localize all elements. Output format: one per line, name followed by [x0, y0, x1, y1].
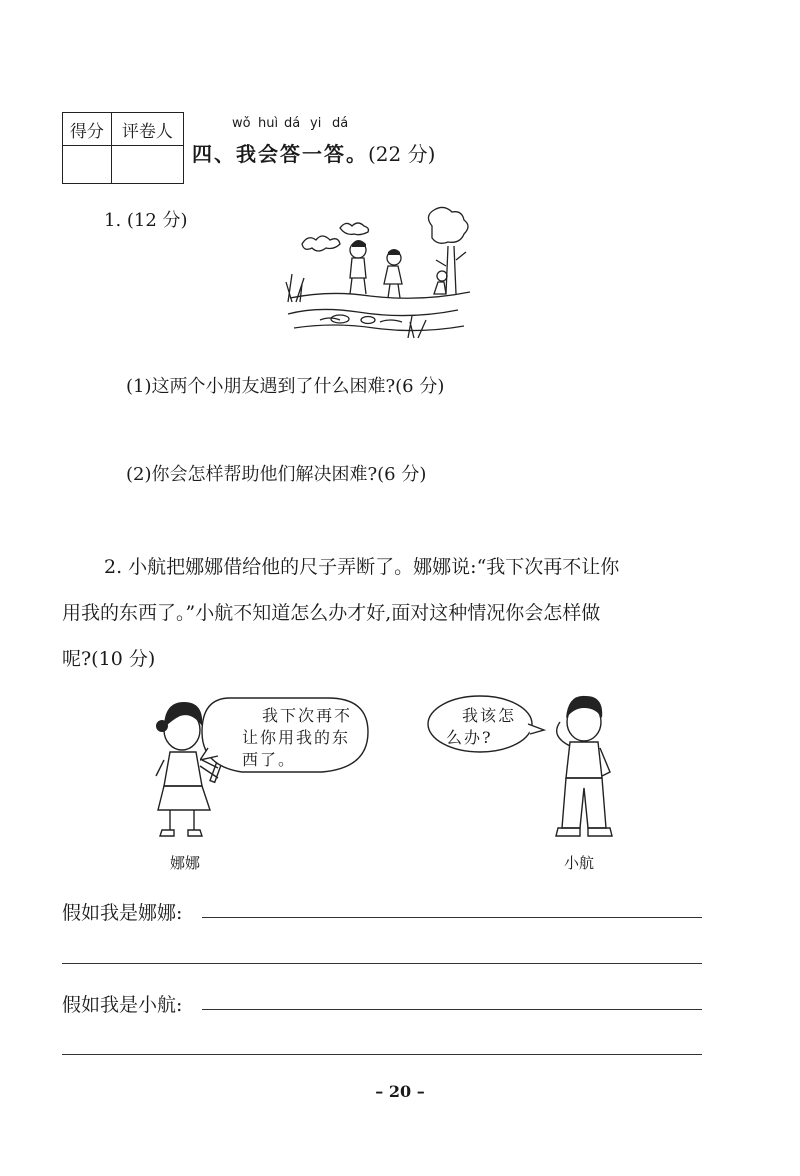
score-header: 得分 [63, 113, 112, 146]
pinyin-5: dá [332, 116, 349, 131]
q1-sub2: (2)你会怎样帮助他们解决困难?(6 分) [126, 464, 427, 485]
answer-line-xiaohang-2[interactable] [62, 1054, 702, 1055]
q2-line3: 呢?(10 分) [62, 648, 156, 670]
pinyin-row [192, 114, 435, 132]
q1-label: 1. (12 分) [104, 210, 188, 231]
nana-name: 娜娜 [170, 854, 201, 872]
pinyin-2: huì [258, 116, 279, 131]
q2-line1: 2. 小航把娜娜借给他的尺子弄断了。娜娜说:“我下次再不让你 [104, 556, 620, 578]
answer-line-nana-1[interactable] [202, 917, 702, 918]
pinyin-1: wǒ [232, 116, 251, 131]
xiaohang-bubble-line2: 么办? [446, 728, 493, 747]
answer-label-nana: 假如我是娜娜: [62, 902, 183, 924]
pinyin-3: dá [284, 116, 301, 131]
pinyin-4: yi [310, 116, 322, 131]
grader-header: 评卷人 [111, 113, 183, 146]
section-points: (22 分) [368, 142, 436, 166]
section-title [192, 114, 435, 167]
answer-line-xiaohang-1[interactable] [202, 1009, 702, 1010]
xiaohang-bubble-line1: 我该怎 [462, 706, 517, 725]
answer-line-nana-2[interactable] [62, 963, 702, 964]
section-heading: 四、我会答一答。 [192, 142, 368, 166]
stream-illustration [280, 206, 480, 346]
xiaohang-name: 小航 [564, 854, 595, 872]
score-table [62, 112, 184, 184]
q2-line2: 用我的东西了。”小航不知道怎么办才好,面对这种情况你会怎样做 [62, 602, 601, 624]
page-number: – 20 – [375, 1082, 425, 1101]
answer-label-xiaohang: 假如我是小航: [62, 994, 183, 1016]
grader-cell[interactable] [111, 146, 183, 184]
nana-bubble-line1: 我下次再不 [262, 706, 353, 725]
q1-sub1: (1)这两个小朋友遇到了什么困难?(6 分) [126, 376, 445, 397]
score-cell[interactable] [63, 146, 112, 184]
nana-bubble-line3: 西了。 [242, 750, 297, 769]
nana-bubble-line2: 让你用我的东 [242, 728, 351, 747]
xiaohang-figure [544, 694, 624, 848]
